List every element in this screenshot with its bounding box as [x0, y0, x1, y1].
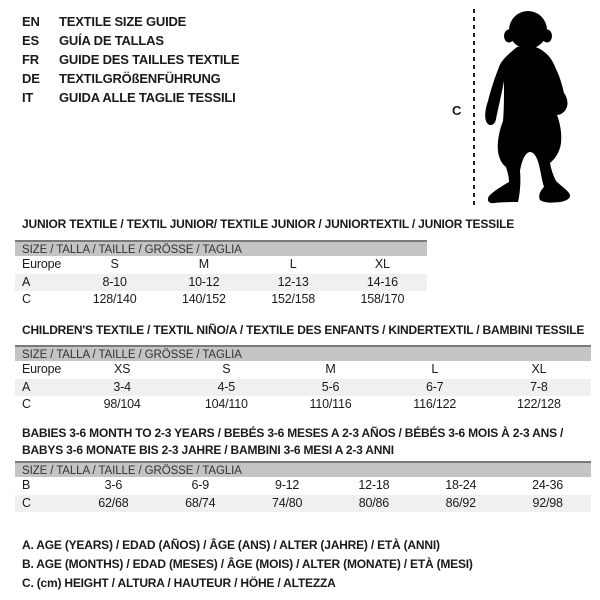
table-header-bar: SIZE / TALLA / TAILLE / GRÖSSE / TAGLIA	[15, 461, 591, 477]
height-marker-label: C	[452, 103, 462, 118]
table-row	[15, 477, 591, 495]
table-title-line: BABIES 3-6 MONTH TO 2-3 YEARS / BEBÉS 3-6 MESES A 2-3 AÑOS / BÉBÉS 3-6 MOIS À 2-3 ANS /	[22, 426, 564, 440]
table-cell: 116/122	[413, 397, 457, 412]
table-cell: 12-13	[277, 274, 309, 289]
language-code: IT	[22, 90, 34, 105]
table-cell: 3-4	[113, 379, 131, 394]
table-title-line: BABYS 3-6 MONATE BIS 2-3 JAHRE / BAMBINI 3-6 MESI A 2-3 ANNI	[22, 443, 394, 457]
table-cell: S	[110, 257, 119, 272]
table-cell: M	[325, 362, 336, 377]
table-cell: 98/104	[103, 397, 141, 412]
legend-line: B. AGE (MONTHS) / EDAD (MESES) / ÂGE (MOIS) / ALTER (MONATE) / ETÀ (MESI)	[22, 557, 473, 571]
table-title	[22, 322, 584, 339]
language-guide-title: TEXTILE SIZE GUIDE	[59, 14, 187, 29]
table-title	[22, 425, 563, 459]
table-cell: XL	[531, 362, 547, 377]
table-cell: 68/74	[185, 495, 216, 510]
language-guide-item	[22, 50, 239, 69]
row-label-cell: A	[22, 274, 31, 289]
row-label-cell: C	[22, 292, 31, 307]
table-title-line: JUNIOR TEXTILE / TEXTIL JUNIOR/ TEXTILE JUNIOR / JUNIORTEXTIL / JUNIOR TESSILE	[22, 217, 515, 231]
table-cell: 18-24	[445, 478, 477, 493]
table-cell: 110/116	[309, 397, 352, 412]
language-guide-item	[22, 69, 239, 88]
row-label-cell: Europe	[22, 362, 62, 377]
table-cell: 158/170	[360, 292, 405, 307]
language-code: FR	[22, 52, 39, 67]
measurement-legend	[22, 536, 473, 593]
table-cell: 122/128	[516, 397, 561, 412]
table-cell: 6-9	[191, 478, 209, 493]
table-cell: 6-7	[425, 379, 444, 394]
table-cell: 86/92	[445, 495, 476, 510]
language-guide-title: GUIDE DES TAILLES TEXTILE	[59, 52, 240, 67]
size-table	[15, 461, 591, 512]
table-cell: L	[289, 257, 297, 272]
table-cell: S	[222, 362, 231, 377]
table-cell: L	[431, 362, 439, 377]
table-row	[15, 379, 591, 397]
language-code: EN	[22, 14, 40, 29]
table-cell: 7-8	[530, 379, 548, 394]
row-label-cell: C	[22, 495, 31, 510]
language-code: ES	[22, 33, 39, 48]
table-row	[15, 291, 427, 309]
table-row	[15, 361, 591, 379]
table-cell: M	[198, 257, 209, 272]
row-label-cell: Europe	[22, 257, 62, 272]
table-cell: 24-36	[532, 478, 564, 493]
table-header-bar: SIZE / TALLA / TAILLE / GRÖSSE / TAGLIA	[15, 240, 427, 256]
table-cell: 12-18	[358, 478, 390, 493]
row-label-cell: B	[22, 478, 31, 493]
table-cell: XS	[113, 362, 131, 377]
height-dashed-line	[473, 9, 475, 207]
language-guide-item	[22, 12, 239, 31]
language-guide-item	[22, 31, 239, 50]
table-row	[15, 396, 591, 414]
table-cell: 152/158	[271, 292, 316, 307]
table-cell: 9-12	[274, 478, 300, 493]
table-row	[15, 495, 591, 513]
language-guide-item	[22, 88, 239, 107]
legend-line: C. (cm) HEIGHT / ALTURA / HAUTEUR / HÖHE / ALTEZZA	[22, 576, 336, 590]
table-row	[15, 256, 427, 274]
size-table	[15, 345, 591, 414]
table-cell: 140/152	[181, 292, 226, 307]
table-cell: 80/86	[358, 495, 390, 510]
table-header-bar: SIZE / TALLA / TAILLE / GRÖSSE / TAGLIA	[15, 345, 591, 361]
table-cell: 8-10	[102, 274, 127, 289]
table-row	[15, 274, 427, 292]
table-cell: 4-5	[217, 379, 236, 394]
row-label-cell: A	[22, 379, 31, 394]
language-guide-list	[22, 12, 239, 107]
language-guide-title: GUIDA ALLE TAGLIE TESSILI	[59, 90, 236, 105]
table-cell: 104/110	[204, 397, 248, 412]
table-cell: 62/68	[98, 495, 129, 510]
table-cell: 10-12	[188, 274, 220, 289]
size-table	[15, 240, 427, 309]
language-code: DE	[22, 71, 40, 86]
table-cell: 14-16	[366, 274, 398, 289]
baby-silhouette-icon	[484, 9, 574, 207]
table-cell: XL	[374, 257, 390, 272]
table-cell: 3-6	[104, 478, 123, 493]
language-guide-title: GUÍA DE TALLAS	[59, 33, 164, 48]
table-cell: 5-6	[321, 379, 340, 394]
table-title-line: CHILDREN'S TEXTILE / TEXTIL NIÑO/A / TEXTILE DES ENFANTS / KINDERTEXTIL / BAMBINI TESSILE	[22, 323, 585, 337]
row-label-cell: C	[22, 397, 31, 412]
legend-line: A. AGE (YEARS) / EDAD (AÑOS) / ÂGE (ANS) / ALTER (JAHRE) / ETÀ (ANNI)	[22, 538, 440, 552]
language-guide-title: TEXTILGRÖßENFÜHRUNG	[59, 71, 221, 86]
table-title	[22, 216, 514, 233]
table-cell: 92/98	[532, 495, 563, 510]
table-cell: 74/80	[271, 495, 303, 510]
table-cell: 128/140	[92, 292, 137, 307]
